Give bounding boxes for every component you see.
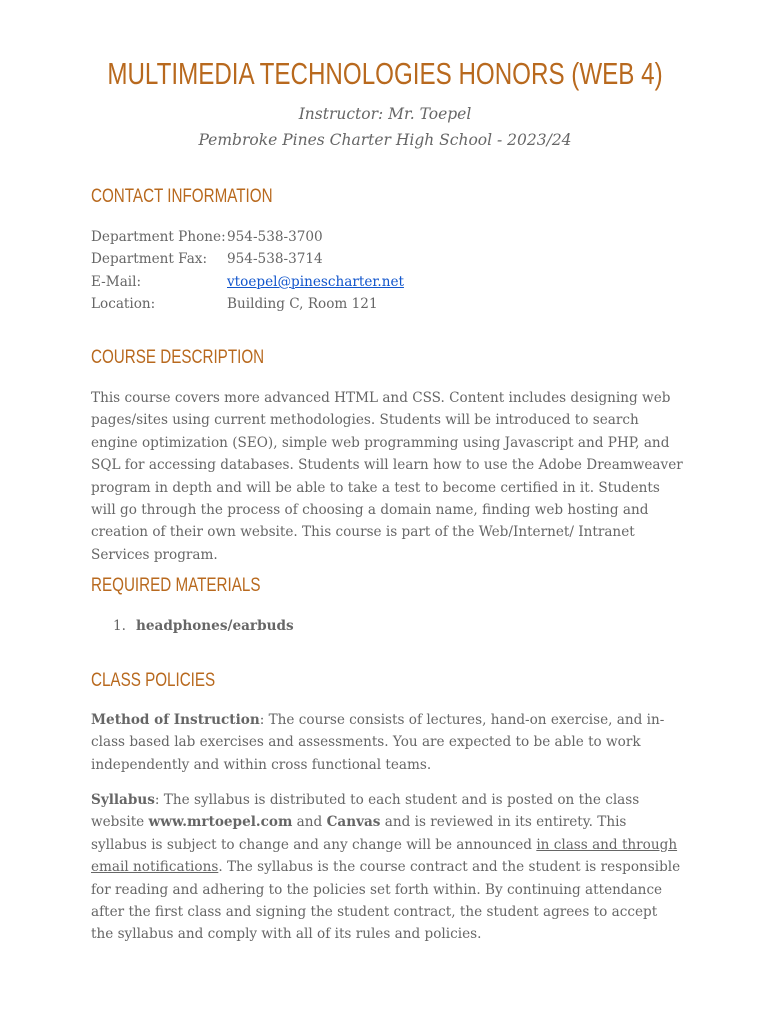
contact-label: Department Fax:: [91, 251, 208, 268]
contact-value: 954-538-3700: [227, 229, 323, 245]
instructor-line: Instructor: Mr. Toepel: [298, 105, 472, 123]
contact-value: 954-538-3714: [227, 251, 323, 268]
contact-row-location: [91, 293, 691, 315]
method-text: : The course consists of lectures, hand-on exercise, and in-class based lab exercises and assessments. You are expected to be able to work independently and within cross functional teams.: [91, 712, 665, 773]
email-link[interactable]: vtoepel@pinescharter.net: [227, 273, 404, 290]
contact-label: Location:: [91, 296, 156, 313]
contact-row-fax: [91, 248, 691, 270]
syllabus-paragraph: [91, 789, 683, 946]
materials-heading: REQUIRED MATERIALS: [91, 575, 261, 596]
contact-row-email: [91, 271, 691, 293]
website-text: www.mrtoepel.com: [148, 814, 293, 831]
canvas-text: Canvas: [326, 814, 381, 831]
document-title: MULTIMEDIA TECHNOLOGIES HONORS (WEB 4): [107, 56, 663, 91]
contact-label: E-Mail:: [91, 273, 142, 290]
description-paragraph: This course covers more advanced HTML and CSS. Content includes designing web pages/sites using current methodologies. Students will be introduced to search engine optimization (SEO), simple web programming using Javascript and PHP, and SQL for accessing databases. Students will learn how to use the Adobe Dreamweaver program in depth and will be able to take a test to become certified in it. Students will go through the process of choosing a domain name, finding web hosting and creation of their own website. This course is part of the Web/Internet/ Intranet Services program.: [91, 390, 683, 563]
contact-table: [91, 226, 691, 316]
description-heading: COURSE DESCRIPTION: [91, 347, 265, 368]
syllabus-label: Syllabus: [91, 792, 155, 808]
contact-value: Building C, Room 121: [227, 296, 378, 313]
syllabus-text-3: and is reviewed in its entirety. This syllabus is subject to change and any change will be announced: [91, 814, 627, 853]
contact-row-phone: [91, 226, 691, 248]
list-item-text: headphones/earbuds: [136, 618, 294, 634]
syllabus-text-1: : The syllabus is distributed to each student and is posted on the class website: [91, 792, 640, 831]
method-paragraph: [91, 709, 683, 776]
contact-label: Department Phone:: [91, 229, 226, 245]
list-item: [91, 615, 683, 637]
method-label: Method of Instruction: [91, 712, 260, 728]
materials-list: [91, 615, 683, 637]
syllabus-text-4: . The syllabus is the course contract and the student is responsible for reading and adhering to the policies set forth within. By continuing attendance after the first class and signing the student contract, the student agrees to accept the syllabus and comply with all of its rules and policies.: [91, 859, 681, 943]
announcement-underlined: in class and through email notifications: [91, 836, 678, 876]
policies-heading: CLASS POLICIES: [91, 670, 216, 691]
list-number: 1.: [113, 618, 126, 634]
syllabus-text-2: and: [292, 814, 327, 831]
contact-heading: CONTACT INFORMATION: [91, 186, 273, 207]
school-line: Pembroke Pines Charter High School - 2023/24: [198, 131, 572, 149]
